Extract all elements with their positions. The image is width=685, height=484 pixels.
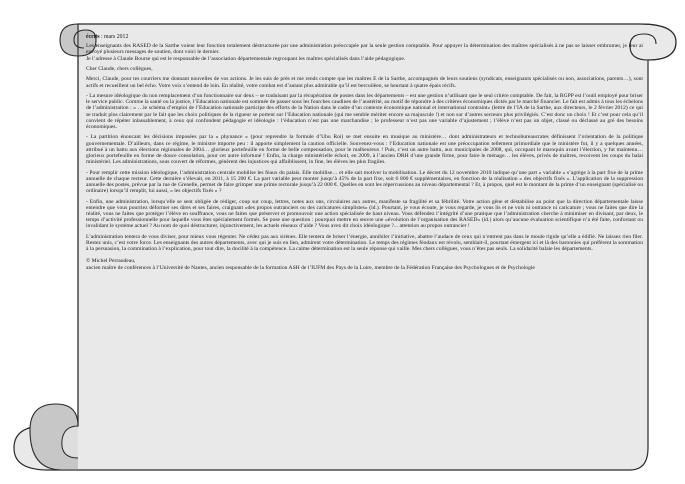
body-paragraph: - Pour remplir cette mission idéologique, l’administration centrale mobilise les féaux du palais. Elle mobilise… et elle sait motiver la mobilisation. Le décret du 12 novembre 2010 indique qu’une part « variable » s’agrège à la part fixe de la prime annuelle de chaque recteur. Cette dernière s’élevait, en 2011, à 15 200 €. La part variable peut monter jusqu’à 45% de la part fixe, soit 6 800 € supplémentaires, en fonction de la réalisation « des objectifs fixés ». L’application de la suppression annuelle des postes, prévue par la rue de Grenelle, permet de faire grimper une prime rectorale jusqu’à 22 000 €. Quelles en sont les répercussions au niveau départemental ? Et, à propos, quel est le montant de la prime d’un enseignant (spécialisé ou ordinaire) lorsqu’il remplit, lui aussi, « les objectifs fixés » ? [86, 169, 643, 195]
header-date: : mars 2012 [99, 34, 129, 40]
signature-block [86, 258, 643, 270]
body-paragraph: - La partition énoncant les décisions imposées par la « phynance » (pour reprendre la formule d’Ubu Roi) se met ensuite en musique au ministère… dont administrateurs et technobureaucrates définissent l’orientation de la politique gouvernementale. D’ailleurs, dans ce régime, le ministre importe peu : il apporte simplement la caution officielle. Souvenez-vous : l’Education nationale est une préoccupation tellement primordiale que le ministère fut, il y a quelques années, attribué à un battu aux élections régionales de 2004… glorieux portefeuille en forme de belle compensation, pour le malheureux ! Puis, c’est un autre battu, aux municipales de 2008, qui, occupant le maroquin avant l’élection, y fut maintenu… glorieux portefeuille en forme de douce consolation, pour cet autre infortuné ! Enfin, la charge ministérielle échoit, en 2009, à l’ancien DRH d’une grande firme, pour faire le ménage… les élèves, privés de maîtres, recoivent les coups du balai ministériel. Les administrations, sous couvert de réformes, génèrent des injustices qui affaiblissent, in fine, les élèves les plus fragiles. [86, 134, 643, 166]
letter-document [86, 34, 643, 275]
body-paragraph: Merci, Claude, pour tes courriers me donnant nouvelles de vos actions. Je les suis de près et me rends compte que les maîtres E de la Sarthe, accompagnés de leurs soutiens (syndicats, enseignants spécialisés ou non, associations, parents…), sont actifs et recueillent un bel écho. Votre voix s’entend de loin. En réalité, votre combat est d’autant plus admirable qu’il est bercuilèen, se heurtant à quatre épais récifs. [86, 76, 643, 89]
intro-line: Les enseignants des RASED de la Sarthe voient leur fonction totalement déstructurée par une administration préoccupée par la seule gestion comptable. Pour appuyer la détermination des maîtres spécialisés à ne pas se laisser embrumer, je leur ai envoyé plusieurs messages de soutien, dont voici le dernier. [86, 43, 643, 56]
signature-title: ancien maître de conférences à l’Université de Nantes, ancien responsable de la formation ASH de l’IUFM des Pays de la Loire, membre de la Fédération Française des Psychologues et de Psychologie [86, 264, 535, 271]
body-paragraph: - Enfin, une administration, lorsqu’elle se sent obligée de rédiger, coup sur coup, lettres, notes aux uns, circulaires aux autres, manifeste sa fragilité et sa fébrilité. Votre action gêne et déstabilise au point que la direction départementale laisse entendre que vous pourriez déformer ses dires et ses faires, craignant «des propos outranciers ou des caricatures simplistes» (id.). Pourtant, je vous écoute, je vous regarde, je vous lis et ne vois ni outrance ni caricature ; vous ne faites que dire la réalité, vous ne faites que protéger l’élève en souffrance, vous ne faites que préserver et promouvoir une action spécialisée de haut niveau. Vous défendez l’intégrité d’une pratique que l’administration cherche à minimiser en divisant, par deux, le temps d’activité professionnelle pour laquelle vous êtes spécialement formés. Se pose une question : pourquoi mettre en œuvre une «évolution de l’organisation des RASED» (id.) alors qu’aucune évaluation scientifique n’a été faite, confortant ou invalidant le système actuel ? Au nom de quoi déstructurer, injonctivement, les actuels réseaux d’aide ? Vous avez dit choix idéologique ?... attention au propos outrancier ! [86, 198, 643, 230]
signature-name: © Michel Perraudeau, [86, 258, 136, 265]
intro-paragraph [86, 43, 643, 62]
body-paragraph: - La mesure idéologique du non remplacement d’un fonctionnaire sur deux – se traduisant par la récupération de postes dans les départements – est une gestion n’utilisant que le seul critère comptable. De fait, la RGPP est l’outil employé pour briser le service public. Comme la santé ou la justice, l’Education nationale est sommée de passer sous les fourches caudines de l’austérité, au motif de répondre à des critères économiques dictés par le marché financier. Le fait est admis à tous les échelons de l’administration : « …le schéma d’emploi de l’Education nationale participe des efforts de la Nation dans le cadre d’un contexte économique national et international contraint» (lettre de l’IA de la Sarthe, aux directeurs, le 2 février 2012) ce qui se traduit plus clairement par le fait que les choix politiques de la rigueur se portent sur l’Education nationale (qui me semble mériter encore sa majuscule !) et non sur d’autres secteurs plus privilégiés. C’est donc un choix ! Et c’est pour cela qu’il convient de répéter inlassablement, à ceux qui confondent pédagogie et idéologie : l’éducation n’est pas une marchandise ; le professeur n’est pas une variable d’ajustement ; l’élève n’est pas un objet, classé ou déclassé au gré des besoins économiques. [86, 92, 643, 130]
intro-line: Je l’adresse à Claude Bourse qui est le responsable de l’association départementale regroupant les maîtres spécialisés dans l’aide pédagogique. [86, 55, 406, 62]
document-header [86, 34, 643, 40]
header-label: écrits [86, 34, 100, 40]
body-paragraph: L’administration tentera de vous diviser, pour mieux vous régenter. Ne cédez pas aux sirènes. Elle tentera de briser l’énergie, annihiler l’initiative, abattre l’audace de ceux qui n’entrent pas dans le moule rigide qu’elle a édifié. Ne laissez rien filer. Restez unis, c’est votre force. Les enseignants des autres départements, avec qui je suis en lien, admirent votre détermination. Le temps des régimes féodaux est révolu, semblait-il, pourtant émergent ici et là des baronnies qui préfèrent la sommation à la persuasion, la commination à l’explication, pour tout dire, la docilité à la compétence. La calme détermination est la seule réponse qui vaille. Mes chers collègues, vous n’êtes pas seuls. La solidarité balaie les départements. [86, 233, 643, 253]
salutation: Cher Claude, chers collègues, [86, 66, 153, 72]
